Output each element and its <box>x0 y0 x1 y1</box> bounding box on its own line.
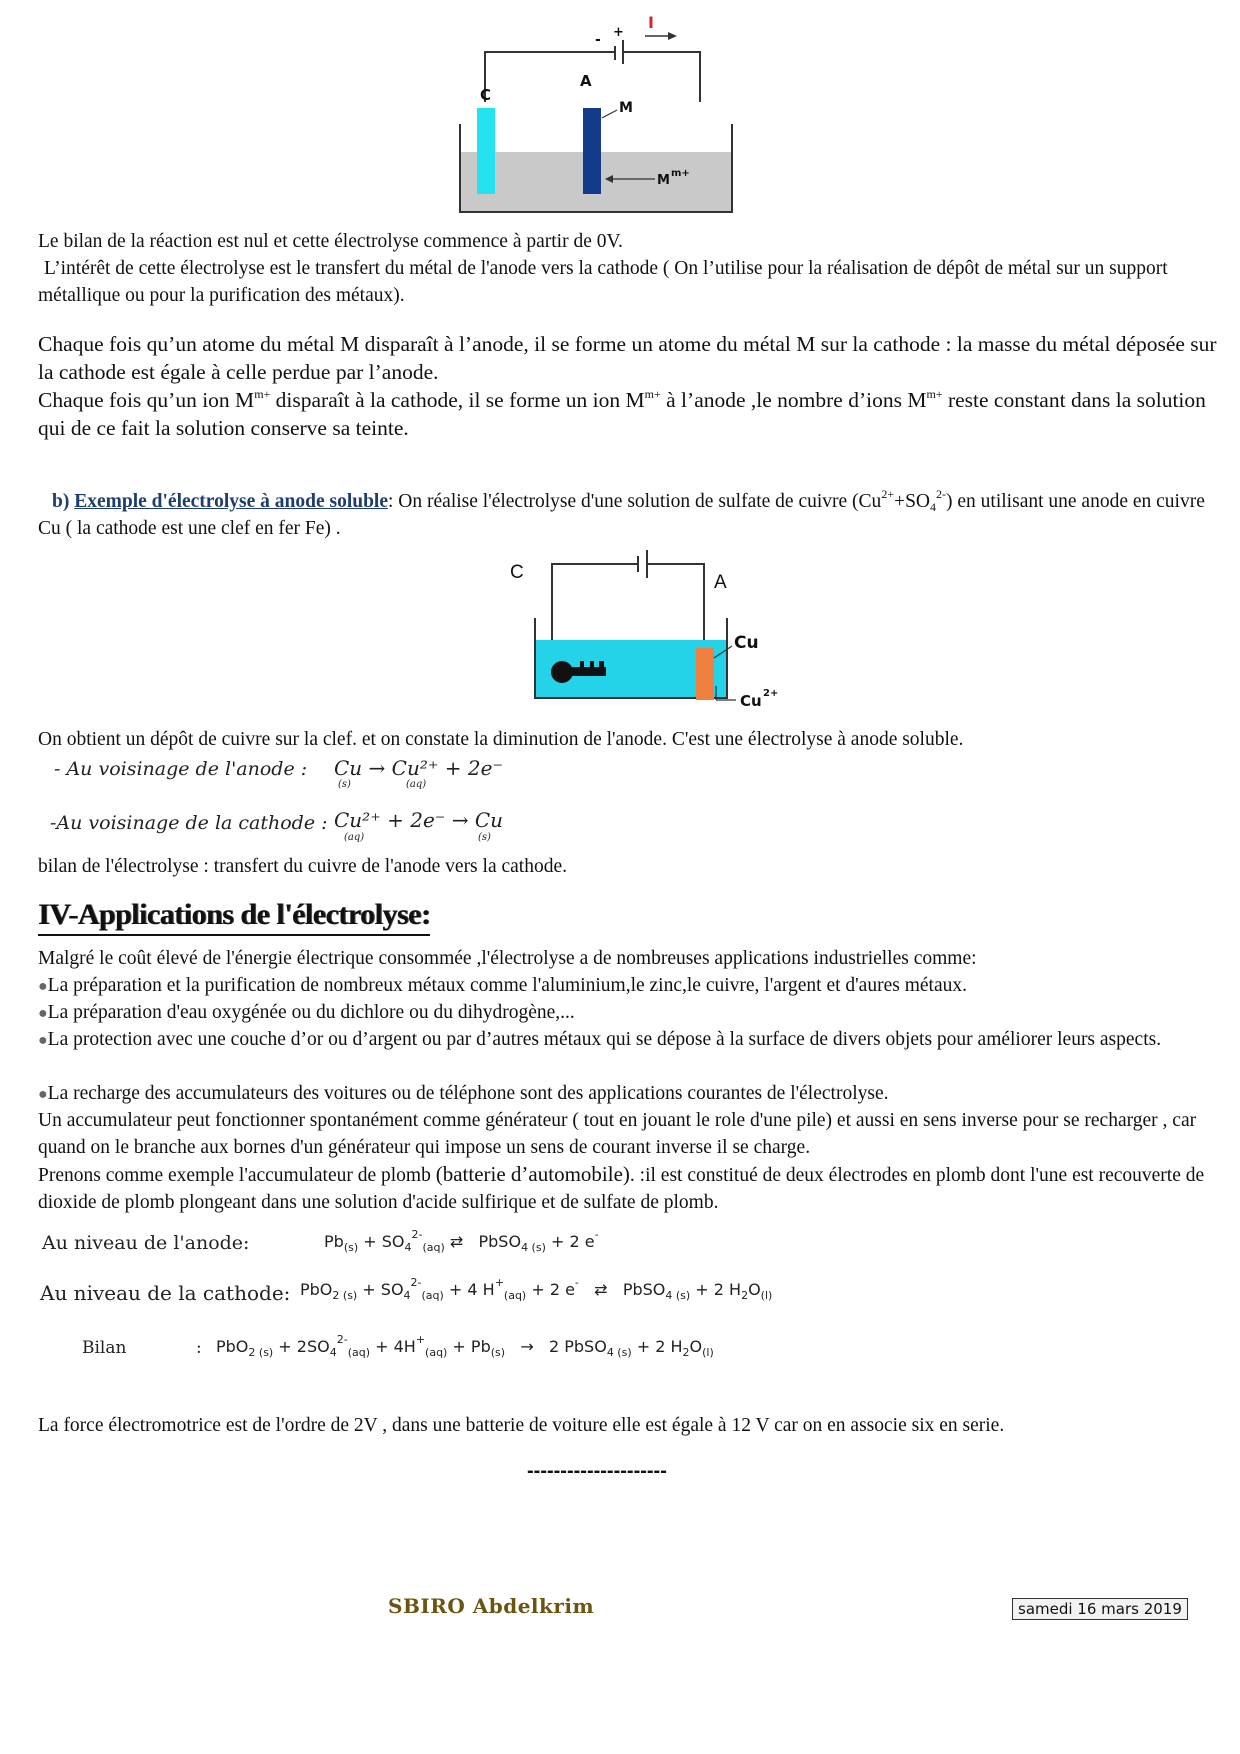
list-item <box>38 1026 1218 1054</box>
paragraph-ion <box>38 386 1218 442</box>
subscript-aqueous: (aq) <box>406 779 427 790</box>
text-fragment: Chaque fois qu’un ion M <box>38 388 255 412</box>
ion-label: M <box>657 173 670 188</box>
anode-label: A <box>714 572 727 593</box>
current-arrowhead <box>668 32 677 40</box>
section-b-prefix: b) <box>52 491 70 512</box>
paragraph-section-b <box>38 488 1218 542</box>
bullet: ● <box>38 978 48 995</box>
cu-ion-charge: 2+ <box>763 688 779 699</box>
text-fragment: reste constant dans la solution qui de ce fait la solution conserve sa teinte. <box>38 388 1206 440</box>
section-heading: IV-Applications de l'électrolyse: <box>38 898 430 936</box>
author-signature: SBIRO Abdelkrim <box>388 1594 595 1618</box>
charge: m+ <box>926 387 943 401</box>
anode-electrode <box>583 108 601 194</box>
lead-bilan-label: Bilan <box>82 1338 127 1358</box>
cu-ion-label: Cu <box>740 692 762 710</box>
electrolysis-diagram-1 <box>455 14 785 229</box>
text-fragment: +SO <box>894 491 931 512</box>
list-item <box>38 999 1218 1027</box>
list-item-text: La préparation d'eau oxygénée ou du dichlore ou du dihydrogène,... <box>47 1002 575 1023</box>
text-fragment: . :il est constitué de deux électrodes en plomb dont l'une est recouverte de dioxide de plomb plongeant dans une solution d'acide sulfirique et de sulfate de plomb. <box>38 1165 1205 1213</box>
lead-bilan-equation: $PbO_{2 (s)} + 2SO_4^{2-}_{(aq)} + 4H^+_{(aq)} + Pb_{(s)} \to 2$ PbSO$_{4 (s)}$ + 2 $H_2O_{(l)}$ <box>216 1333 714 1359</box>
lead-anode-label: Au niveau de l'anode: <box>42 1232 250 1254</box>
paragraph-fem: La force électromotrice est de l'ordre de 2V , dans une batterie de voiture elle est égale à 12 V car on en associe six en serie. <box>38 1415 1005 1436</box>
anode-equation: Cu → Cu²⁺ + 2e⁻ <box>334 756 504 780</box>
plus-sign: + <box>613 25 624 40</box>
paragraph-bilan: Le bilan de la réaction est nul et cette électrolyse commence à partir de 0V. <box>38 231 623 252</box>
subscript-solid: (s) <box>478 832 491 843</box>
anode-equation-label: - Au voisinage de l'anode : <box>54 758 308 780</box>
circuit-wire <box>552 564 638 648</box>
lead-cathode-label: Au niveau de la cathode: <box>40 1281 291 1305</box>
circuit-wire <box>485 52 615 102</box>
charge: m+ <box>254 387 271 401</box>
bullet: ● <box>38 1032 48 1049</box>
paragraph-intro-applications: Malgré le coût élevé de l'énergie électrique consommée ,l'électrolyse a de nombreuses applications industrielles comme: <box>38 948 977 969</box>
bullet: ● <box>38 1005 48 1022</box>
paragraph-atome: Chaque fois qu’un atome du métal M disparaît à l’anode, il se forme un atome du métal M sur la cathode : la masse du métal déposée sur la cathode est égale à celle perdue par l’anode. <box>38 332 1217 384</box>
bullet: ● <box>38 1086 48 1103</box>
text-fragment: à l’anode ,le nombre d’ions M <box>660 388 927 412</box>
text-fragment: : On réalise l'électrolyse d'une solution de sulfate de cuivre (Cu <box>388 491 882 512</box>
list-item-text: La recharge des accumulateurs des voitures ou de téléphone sont des applications courantes de l'électrolyse. <box>47 1083 889 1104</box>
anode-label: A <box>580 72 592 90</box>
list-item-text: La protection avec une couche d’or ou d’argent ou par d’autres métaux qui se dépose à la surface de divers objets pour améliorer leurs aspects. <box>47 1029 1162 1050</box>
paragraph-plomb <box>38 1161 1218 1216</box>
subscript-solid: (s) <box>338 779 351 790</box>
charge: m+ <box>644 387 661 401</box>
ion-charge: m+ <box>671 168 690 179</box>
cathode-equation-label: -Au voisinage de la cathode : <box>50 812 328 834</box>
separator: --------------------- <box>527 1460 667 1482</box>
cathode-equation: Cu²⁺ + 2e⁻ → Cu <box>334 808 504 832</box>
subscript: 4 <box>930 500 937 514</box>
section-b-title: Exemple d'électrolyse à anode soluble <box>74 491 389 512</box>
electrolysis-diagram-2 <box>510 548 810 723</box>
metal-pointer <box>602 110 617 118</box>
paragraph-accumulateur: Un accumulateur peut fonctionner spontanément comme générateur ( tout en jouant le role d'une pile) et aussi en sens inverse pour se recharger , car quand on le branche aux bornes d'un générateur qui impose un sens de courant inverse il se charge. <box>38 1110 1197 1158</box>
text-fragment: Prenons comme exemple l'accumulateur de plomb <box>38 1165 436 1186</box>
charge: 2- <box>936 487 947 501</box>
list-item-text: La préparation et la purification de nombreux métaux comme l'aluminium,le zinc,le cuivre, l'argent et d'aures métaux. <box>47 975 967 996</box>
cathode-label: C <box>510 562 524 583</box>
cu-label: Cu <box>734 633 759 653</box>
charge: 2+ <box>881 487 895 501</box>
subscript-aqueous: (aq) <box>344 832 365 843</box>
current-label: I <box>648 14 654 32</box>
lead-cathode-equation: $PbO_{2 (s)} + SO_4^{2-}_{(aq)} + 4$ $H^+_{(aq)} + 2$ e- ⇄ PbSO$_{4 (s)}$ + 2 $H_2O_{(l)}$ <box>300 1276 773 1302</box>
text-fragment: disparaît à la cathode, il se forme un ion M <box>270 388 645 412</box>
circuit-wire <box>623 52 700 102</box>
lead-anode-equation: $Pb_{(s)} + SO_4^{2-}_{(aq)}$ ⇄ PbSO$_{4 (s)}$ + 2 e- <box>324 1228 599 1254</box>
cathode-label: C <box>480 86 492 104</box>
paragraph-bilan-cuivre: bilan de l'électrolyse : transfert du cuivre de l'anode vers la cathode. <box>38 856 567 877</box>
cathode-electrode <box>477 108 495 194</box>
circuit-wire <box>647 564 704 648</box>
copper-anode <box>696 648 714 700</box>
colon: : <box>196 1338 202 1358</box>
paragraph-interet: L’intérêt de cette électrolyse est le transfert du métal de l'anode vers la cathode ( On l’utilise pour la réalisation de dépôt de métal sur un support métallique ou pour la purification des métaux). <box>38 258 1168 306</box>
paragraph-depot: On obtient un dépôt de cuivre sur la clef. et on constate la diminution de l'anode. C'est une électrolyse à anode soluble. <box>38 729 964 750</box>
metal-label: M <box>619 100 633 116</box>
minus-sign: - <box>595 32 601 48</box>
text-fragment: ) en utilisant une anode en cuivre Cu ( la cathode est une clef en fer Fe) . <box>38 491 1205 539</box>
date-stamp: samedi 16 mars 2019 <box>1012 1598 1188 1620</box>
list-item <box>38 972 1218 1000</box>
text-fragment: (batterie d’automobile) <box>435 1162 630 1186</box>
list-item <box>38 1080 1218 1108</box>
